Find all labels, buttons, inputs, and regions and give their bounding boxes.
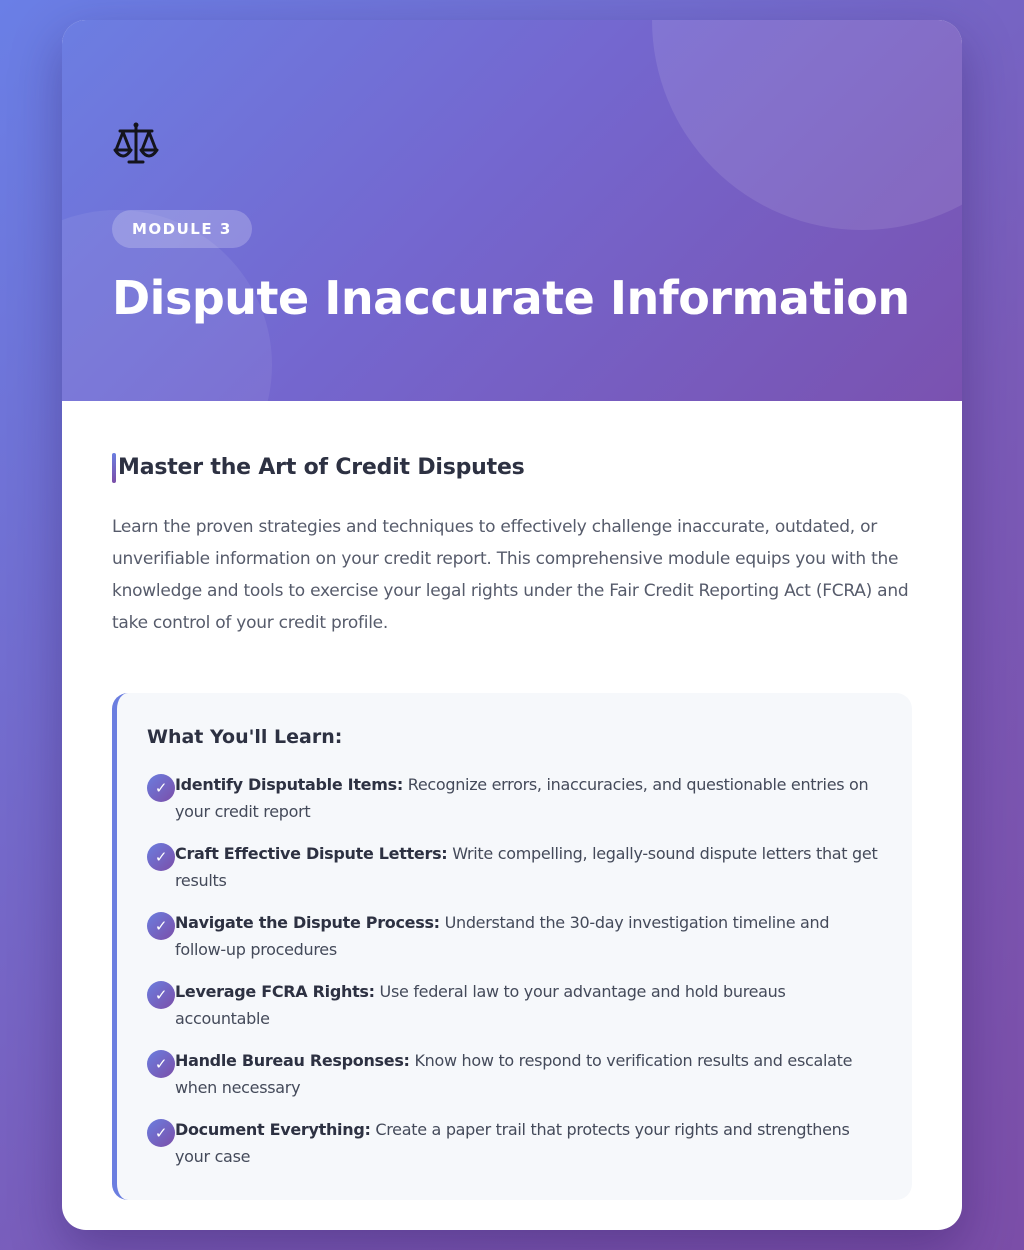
module-card	[62, 20, 962, 1230]
list-item	[147, 978, 882, 1047]
check-icon: ✓	[147, 1050, 175, 1078]
check-icon: ✓	[147, 1119, 175, 1147]
objective-text: Understand the 30-day investigation timeline and follow-up procedures	[175, 913, 830, 959]
learning-objectives-list	[147, 771, 882, 1185]
objective-text: Create a paper trail that protects your rights and strengthens your case	[175, 1120, 850, 1166]
objective-title: Handle Bureau Responses:	[175, 1051, 410, 1070]
objective-text: Recognize errors, inaccuracies, and questionable entries on your credit report	[175, 775, 869, 821]
check-icon: ✓	[147, 843, 175, 871]
decorative-circle	[652, 20, 962, 230]
objective-text: Write compelling, legally-sound dispute letters that get results	[175, 844, 878, 890]
objective-title: Navigate the Dispute Process:	[175, 913, 440, 932]
learning-objectives-box	[112, 693, 912, 1200]
list-item	[147, 840, 882, 909]
objective-title: Identify Disputable Items:	[175, 775, 403, 794]
heading-accent-bar	[112, 453, 116, 483]
objective-title: Craft Effective Dispute Letters:	[175, 844, 448, 863]
list-item	[147, 1116, 882, 1185]
page-title: Dispute Inaccurate Information	[112, 271, 910, 325]
check-icon: ✓	[147, 912, 175, 940]
section-heading-text: Master the Art of Credit Disputes	[118, 455, 525, 480]
list-item	[147, 909, 882, 978]
learning-objectives-heading: What You'll Learn:	[147, 726, 343, 748]
scales-of-justice-icon	[112, 120, 160, 168]
module-content	[112, 401, 912, 1166]
objective-text: Use federal law to your advantage and hold bureaus accountable	[175, 982, 786, 1028]
module-badge: MODULE 3	[112, 210, 252, 248]
objective-title: Leverage FCRA Rights:	[175, 982, 375, 1001]
list-item	[147, 771, 882, 840]
section-heading	[112, 453, 912, 483]
module-description: Learn the proven strategies and techniques to effectively challenge inaccurate, outdated, or unverifiable information on your credit report. This comprehensive module equips you with the knowledge and tools to exercise your legal rights under the Fair Credit Reporting Act (FCRA) and take control of your credit profile.	[112, 517, 909, 633]
check-icon: ✓	[147, 981, 175, 1009]
module-hero	[62, 20, 962, 401]
check-icon: ✓	[147, 774, 175, 802]
objective-title: Document Everything:	[175, 1120, 371, 1139]
objective-text: Know how to respond to verification results and escalate when necessary	[175, 1051, 853, 1097]
list-item	[147, 1047, 882, 1116]
